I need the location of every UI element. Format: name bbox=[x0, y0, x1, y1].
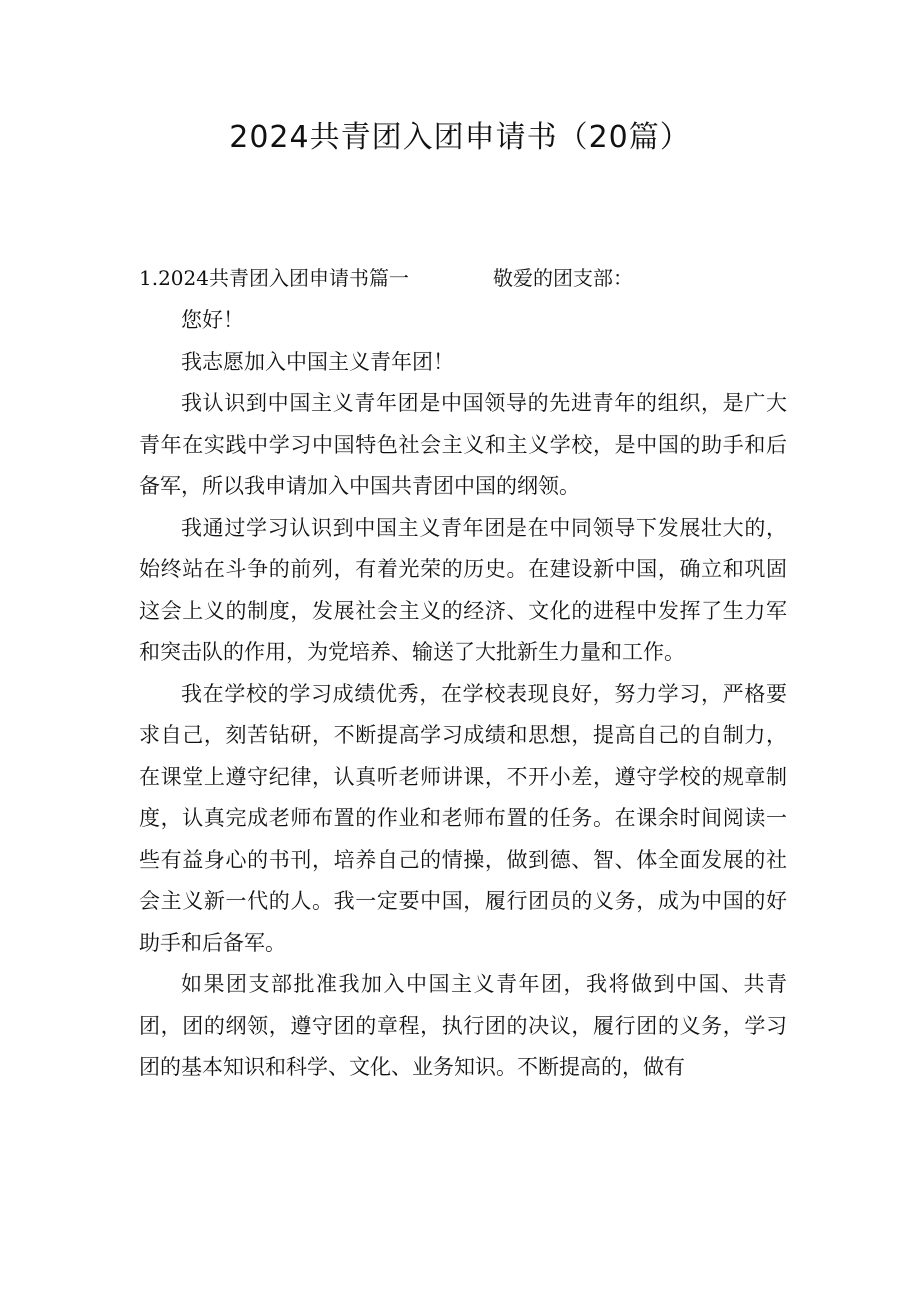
paragraph-understanding: 我认识到中国主义青年团是中国领导的先进青年的组织，是广大青年在实践中学习中国特色社会主义和主义学校，是中国的助手和后备军，所以我申请加入中国共青团中国的纲领。 bbox=[139, 391, 787, 498]
salutation: 敬爱的团支部： bbox=[492, 266, 633, 290]
document-title: 2024共青团入团申请书（20篇） bbox=[229, 120, 691, 155]
paragraph-performance: 我在学校的学习成绩优秀，在学校表现良好，努力学习，严格要求自己，刻苦钻研，不断提高学习成绩和思想，提高自己的自制力，在课堂上遵守纪律，认真听老师讲课，不开小差，遵守学校的规章制度，认真完成老师布置的作业和老师布置的任务。在课余时间阅读一些有益身心的书刊，培养自己的情操，做到德、智、体全面发展的社会主义新一代的人。我一定要中国，履行团员的义务，成为中国的好助手和后备军。 bbox=[139, 681, 787, 955]
paragraph-greeting: 您好！ bbox=[181, 308, 244, 332]
document-body bbox=[139, 300, 787, 1089]
paragraph-commitment: 如果团支部批准我加入中国主义青年团，我将做到中国、共青团，团的纲领，遵守团的章程，执行团的决议，履行团的义务，学习团的基本知识和科学、文化、业务知识。不断提高的，做有 bbox=[139, 972, 787, 1079]
paragraph-intent: 我志愿加入中国主义青年团！ bbox=[181, 349, 454, 374]
paragraph-history: 我通过学习认识到中国主义青年团是在中同领导下发展壮大的，始终站在斗争的前列，有着光荣的历史。在建设新中国，确立和巩固这会上义的制度，发展社会主义的经济、文化的进程中发挥了生力军和突击队的作用，为党培养、输送了大批新生力量和工作。 bbox=[139, 515, 787, 664]
section-heading: 1.2024共青团入团申请书篇一 bbox=[139, 266, 409, 290]
section-heading-line bbox=[139, 262, 633, 291]
